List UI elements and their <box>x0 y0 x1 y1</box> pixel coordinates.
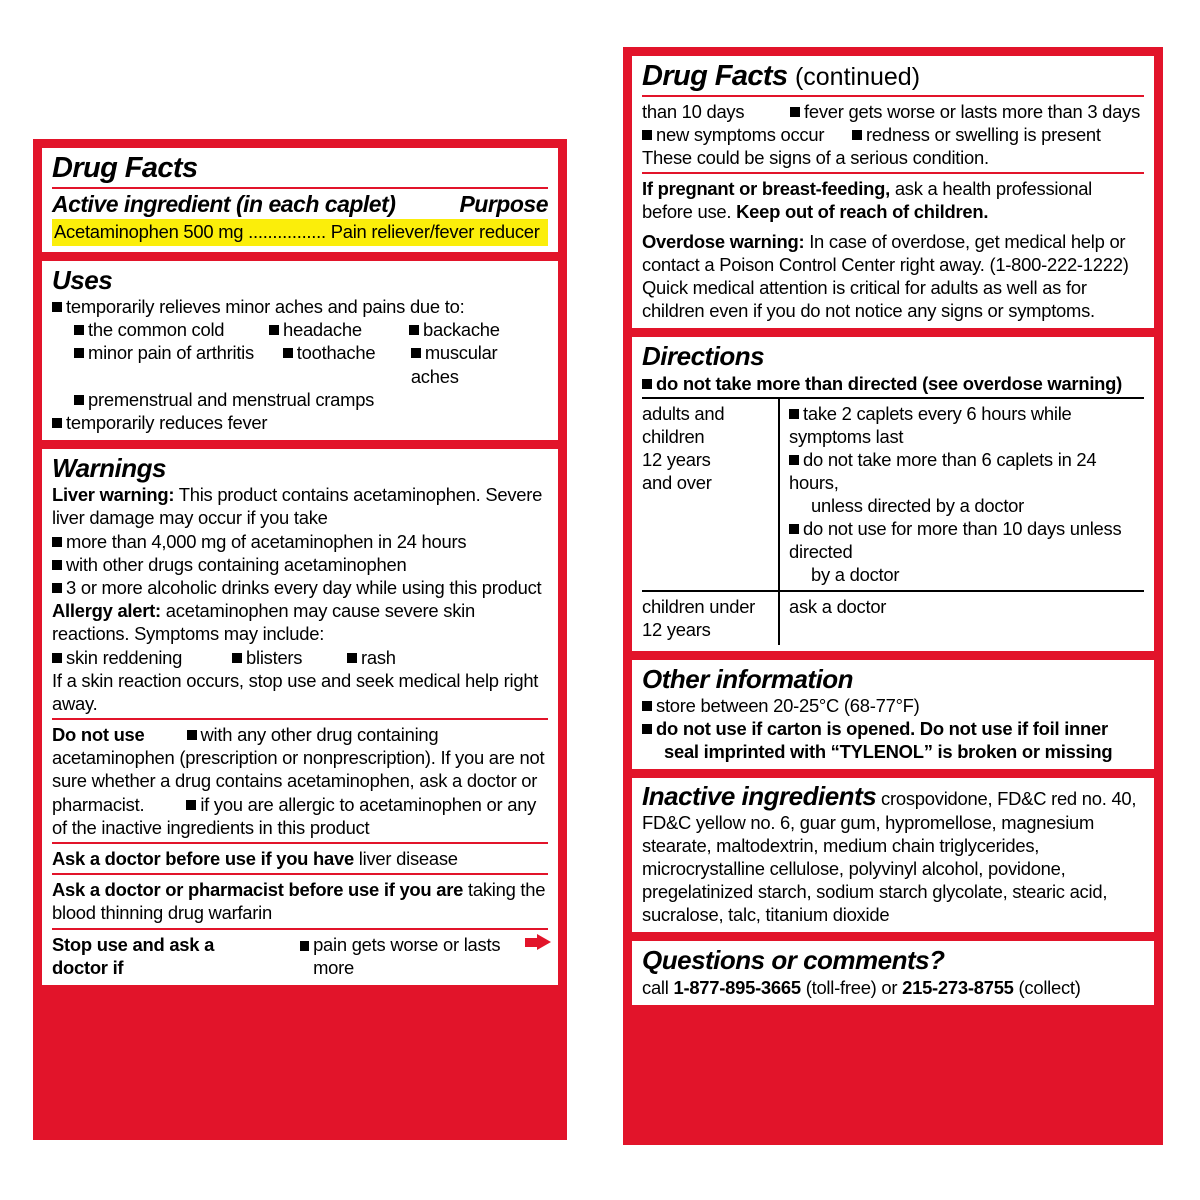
collect-suffix: (collect) <box>1013 976 1081 998</box>
divider <box>52 873 548 875</box>
dosage-age-line: children under <box>642 595 756 617</box>
call-prefix: call <box>642 976 674 998</box>
uses-item-label: muscular aches <box>410 342 498 387</box>
overdose-label: Overdose warning: <box>642 230 805 252</box>
uses-item <box>269 318 409 341</box>
bullet-square-icon <box>642 724 652 734</box>
do-not-use-text <box>52 723 548 839</box>
warnings-heading: Warnings <box>52 453 166 484</box>
stop-use-cont-bullet <box>852 123 1101 146</box>
allergy-bullet <box>52 646 232 669</box>
do-not-use-label: Do not use <box>52 724 145 746</box>
bullet-square-icon <box>283 348 293 358</box>
uses-closing-bullet <box>52 411 548 434</box>
uses-intro-line <box>52 295 548 318</box>
bullet-square-icon <box>187 730 197 740</box>
bullet-square-icon <box>52 418 62 428</box>
dosage-age-cell <box>642 591 779 645</box>
stop-use-block <box>52 933 548 979</box>
divider <box>52 928 548 930</box>
bullet-square-icon <box>852 130 862 140</box>
liver-bullet <box>52 576 548 599</box>
directions-heading: Directions <box>642 341 765 372</box>
bullet-square-icon <box>642 701 652 711</box>
active-ingredient-heading <box>52 192 548 217</box>
dosage-instruction-cell <box>779 398 1144 591</box>
ask-doctor-text <box>52 847 548 870</box>
bullet-square-icon <box>52 537 62 547</box>
liver-warning-block <box>52 483 548 599</box>
collect-phone-number[interactable]: 215-273-8755 <box>902 976 1014 998</box>
divider <box>52 187 548 189</box>
table-row <box>642 398 1144 591</box>
liver-bullet <box>52 553 548 576</box>
allergy-alert-block <box>52 599 548 715</box>
bullet-square-icon <box>52 302 62 312</box>
allergy-bullet-label: skin reddening <box>66 646 183 668</box>
table-row <box>642 591 1144 645</box>
bullet-square-icon <box>74 395 84 405</box>
uses-item-label: temporarily reduces fever <box>66 411 268 433</box>
tollfree-suffix: (toll-free) or <box>800 976 903 998</box>
inactive-ingredients-list: crospovidone, FD&C red no. 40, FD&C yellow no. 6, guar gum, hypromellose, magnesium stearate, maltodextrin, medium chain triglycerides, microcrystalline cellulose, polyvinyl alcohol, povidone, pregelatinized starch, sodium starch glycolate, stearic acid, sucralose, talc, titanium dioxide <box>642 788 1137 926</box>
dosage-instruction-label: take 2 caplets every 6 hours while symptoms last <box>789 402 1072 447</box>
dosage-instruction-cont: unless directed by a doctor <box>811 494 1025 516</box>
pregnancy-label: If pregnant or breast-feeding, <box>642 178 890 200</box>
ask-pharmacist-label: Ask a doctor or pharmacist before use if you are <box>52 879 464 901</box>
ask-pharmacist-block <box>52 878 548 924</box>
uses-item <box>411 341 548 387</box>
liver-warning-label: Liver warning: <box>52 484 175 506</box>
bullet-square-icon <box>232 653 242 663</box>
do-not-use-bullet-2: if you are allergic to acetaminophen or any of the inactive ingredients in this product <box>52 793 537 838</box>
bullet-square-icon <box>52 583 62 593</box>
section-other-information <box>632 660 1154 770</box>
other-info-bullet <box>642 694 1144 717</box>
other-info-bullet-cont <box>642 740 1144 763</box>
ask-pharmacist-text <box>52 878 548 924</box>
dosage-instruction-cell <box>779 591 1144 645</box>
bullet-square-icon <box>642 130 652 140</box>
divider <box>642 172 1144 174</box>
stop-use-cont-row-1 <box>642 100 1144 123</box>
uses-item-label: backache <box>423 319 500 341</box>
stop-use-continuation <box>642 100 1144 170</box>
allergy-closing: If a skin reaction occurs, stop use and seek medical help right away. <box>52 669 539 714</box>
uses-subrow-1 <box>52 318 548 341</box>
active-ingredient-row: Acetaminophen 500 mg ................ Pain reliever/fever reducer <box>52 219 548 246</box>
allergy-bullet <box>347 646 396 669</box>
section-drug-facts-header <box>42 148 558 252</box>
other-info-bullet-label-cont: seal imprinted with “TYLENOL” is broken or missing <box>664 741 1113 763</box>
dosage-instruction <box>789 517 1144 563</box>
purpose-label: Purpose <box>459 190 548 217</box>
other-information-body <box>642 694 1144 764</box>
section-directions <box>632 337 1154 650</box>
stop-use-cont-label: redness or swelling is present <box>866 123 1101 145</box>
section-warnings <box>42 449 558 985</box>
uses-intro: temporarily relieves minor aches and pains due to: <box>66 296 465 318</box>
uses-item-label: minor pain of arthritis <box>88 342 254 364</box>
allergy-bullet <box>232 646 347 669</box>
ask-pharmacist-body: taking the blood thinning drug warfarin <box>52 879 546 924</box>
overdose-warning <box>642 230 1144 323</box>
allergy-bullet-label: rash <box>361 646 396 668</box>
pregnancy-body: ask a health professional before use. <box>642 178 1093 223</box>
tollfree-phone-number[interactable]: 1-877-895-3665 <box>673 976 801 998</box>
uses-item <box>74 318 269 341</box>
other-info-bullet-label: store between 20-25°C (68-77°F) <box>656 694 920 716</box>
dosage-instruction-label: do not take more than 6 caplets in 24 hours, <box>789 448 1097 493</box>
bullet-square-icon <box>52 560 62 570</box>
section-drug-facts-continued <box>632 56 1154 328</box>
liver-bullet-label: with other drugs containing acetaminophen <box>66 553 407 575</box>
pregnancy-warning <box>642 177 1144 223</box>
bullet-square-icon <box>411 348 421 358</box>
continuation-arrow-icon <box>525 934 548 951</box>
liver-bullet-label: 3 or more alcoholic drinks every day while using this product <box>66 576 542 598</box>
bullet-square-icon <box>300 941 309 951</box>
section-questions <box>632 941 1154 1004</box>
dosage-age-line: adults and <box>642 402 725 424</box>
stop-use-cont-bullet <box>642 123 852 146</box>
section-uses <box>42 261 558 440</box>
dosage-instruction <box>789 402 1144 448</box>
section-inactive-ingredients <box>632 778 1154 932</box>
liver-bullet-label: more than 4,000 mg of acetaminophen in 24 hours <box>66 530 467 552</box>
directions-top-bullet <box>642 372 1144 395</box>
bullet-square-icon <box>789 455 799 465</box>
overdose-body: In case of overdose, get medical help or contact a Poison Control Center right away. (1-800-222-1222) Quick medical attention is critical for adults as well as for children even if you do not notice any signs or symptoms. <box>642 230 1129 322</box>
page-title-text: Drug Facts <box>642 60 788 92</box>
other-info-bullet-label: do not use if carton is opened. Do not use if foil inner <box>656 717 1108 739</box>
bullet-square-icon <box>790 107 800 117</box>
dosage-age-line: 12 years <box>642 448 711 470</box>
liver-bullet <box>52 530 548 553</box>
left-label-panel <box>33 139 567 1140</box>
bullet-square-icon <box>347 653 357 663</box>
bullet-square-icon <box>789 524 799 534</box>
stop-use-cont-label: new symptoms occur <box>656 123 825 145</box>
bullet-square-icon <box>186 800 196 810</box>
uses-item <box>74 341 283 387</box>
page-title-continued <box>642 61 1144 92</box>
uses-body <box>52 295 548 434</box>
uses-heading: Uses <box>52 264 113 295</box>
uses-item-label: headache <box>283 319 362 341</box>
stop-use-cont-row-2 <box>642 123 1144 146</box>
stop-use-cont-closing: These could be signs of a serious condition. <box>642 147 989 169</box>
divider <box>52 842 548 844</box>
overdose-text <box>642 230 1144 323</box>
bullet-square-icon <box>74 348 84 358</box>
ask-doctor-body: liver disease <box>353 848 458 870</box>
directions-top-bullet-label: do not take more than directed (see overdose warning) <box>656 372 1123 394</box>
right-label-panel <box>623 47 1163 1145</box>
stop-use-label: Stop use and ask a doctor if <box>52 933 215 978</box>
keep-out-of-reach-label: Keep out of reach of children. <box>736 201 989 223</box>
dosage-age-line: 12 years <box>642 618 711 640</box>
dosage-age-line: and over <box>642 471 712 493</box>
inactive-ingredients-text <box>642 782 1144 926</box>
bullet-square-icon <box>74 325 84 335</box>
ask-doctor-block <box>52 847 548 870</box>
liver-warning-text <box>52 483 548 529</box>
stop-use-carryover: than 10 days <box>642 100 745 122</box>
bullet-square-icon <box>789 409 799 419</box>
bullet-square-icon <box>269 325 279 335</box>
page-title: Drug Facts <box>52 152 198 184</box>
dosage-instruction-label: ask a doctor <box>789 595 887 617</box>
uses-item <box>283 341 411 387</box>
divider <box>642 95 1144 97</box>
uses-item <box>409 318 500 341</box>
bullet-square-icon <box>642 379 652 389</box>
allergy-alert-text <box>52 599 548 645</box>
stop-use-bullet-label: pain gets worse or lasts more <box>313 933 501 978</box>
do-not-use-bullet-1: with any other drug containing acetaminophen (prescription or nonprescription). If you are not sure whether a drug contains acetaminophen, ask a doctor or pharmacist. <box>52 724 545 815</box>
allergy-bullet-label: blisters <box>246 646 303 668</box>
divider <box>52 718 548 720</box>
other-information-heading: Other information <box>642 663 854 694</box>
other-info-bullet <box>642 717 1144 740</box>
stop-use-cont-bullet <box>790 100 1140 123</box>
bullet-square-icon <box>409 325 419 335</box>
inactive-ingredients-heading: Inactive ingredients <box>642 781 877 812</box>
continued-label: (continued) <box>794 63 921 91</box>
uses-item-label: toothache <box>296 342 376 364</box>
do-not-use-block <box>52 723 548 839</box>
allergy-alert-label: Allergy alert: <box>52 600 161 622</box>
allergy-alert-body: acetaminophen may cause severe skin reactions. Symptoms may include: <box>52 600 475 645</box>
uses-subrow-3 <box>52 388 548 411</box>
dosage-instruction-label: do not use for more than 10 days unless directed <box>789 517 1122 562</box>
liver-warning-body: This product contains acetaminophen. Severe liver damage may occur if you take <box>52 484 543 529</box>
dosage-age-line: children <box>642 425 705 447</box>
uses-subrow-2 <box>52 341 548 387</box>
ask-doctor-label: Ask a doctor before use if you have <box>52 848 354 870</box>
questions-contact-line <box>642 976 1144 999</box>
questions-heading: Questions or comments? <box>642 945 945 976</box>
dosage-instruction-cont: by a doctor <box>811 563 900 585</box>
uses-item-label: premenstrual and menstrual cramps <box>88 388 375 410</box>
pregnancy-text <box>642 177 1144 223</box>
allergy-bullets-row <box>52 646 548 669</box>
dosage-table <box>642 397 1144 645</box>
dosage-instruction <box>789 448 1144 494</box>
uses-item-label: the common cold <box>88 319 225 341</box>
active-ingredient-label: Active ingredient (in each caplet) <box>52 190 396 217</box>
stop-use-cont-label: fever gets worse or lasts more than 3 days <box>804 100 1141 122</box>
stop-use-text <box>52 933 548 979</box>
bullet-square-icon <box>52 653 62 663</box>
dosage-age-cell <box>642 398 779 591</box>
